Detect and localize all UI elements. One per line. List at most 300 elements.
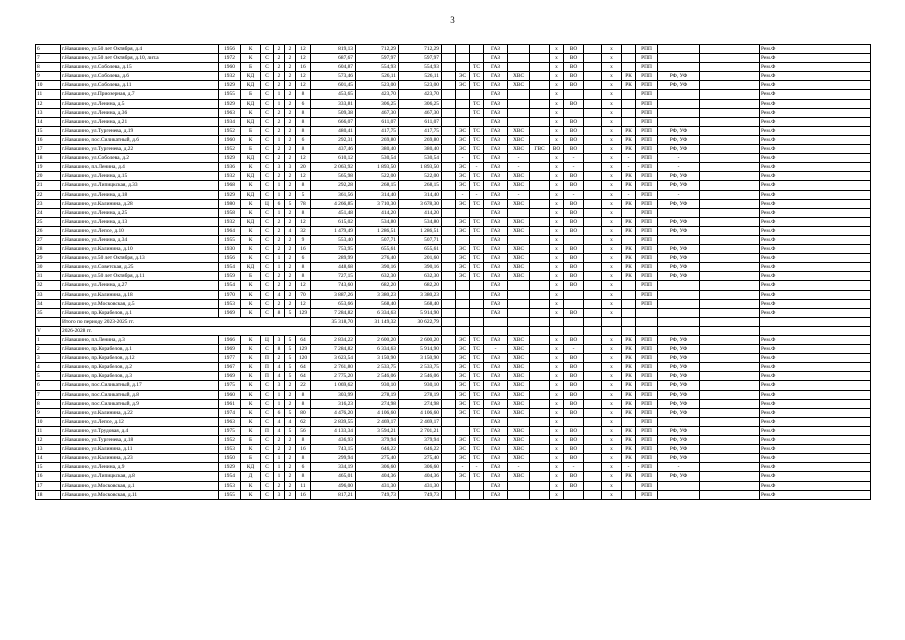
table-cell: 1955 [219,235,241,244]
table-body-2026 [36,336,871,500]
table-cell: К [241,108,261,117]
table-cell: х [602,126,622,135]
table-cell: 5 [296,190,311,199]
table-cell: 3 [274,381,285,390]
table-cell [700,208,760,217]
table-cell: 2 [285,108,296,117]
table-cell: 2 [274,354,285,363]
table-cell: С [261,263,274,272]
table-cell [584,208,602,217]
table-cell [658,308,700,317]
table-cell: 2 [274,226,285,235]
table-cell: 3 710,30 [356,199,399,208]
table-cell: РПП [636,172,658,181]
table-cell: Рем.Ф [760,117,871,126]
table-cell: - [508,154,530,163]
table-cell: ТС [470,454,484,463]
table-cell: 530,54 [356,154,399,163]
table-cell: РПП [636,117,658,126]
table-cell: 2 [285,245,296,254]
table-cell: Рем.Ф [760,454,871,463]
table-cell: ТС [470,99,484,108]
table-cell: 1 069,62 [311,381,356,390]
table-cell [700,135,760,144]
table-cell: ВО [564,363,584,372]
table-cell: РФ, УФ [658,254,700,263]
table-cell: С [261,436,274,445]
table-cell [456,90,470,99]
table-row [36,235,871,244]
table-cell: х [550,108,564,117]
table-cell: ХВС [508,436,530,445]
table-cell: С [261,63,274,72]
table-cell: ГАЗ [484,181,508,190]
table-cell: 2 [274,281,285,290]
table-cell: Рем.Ф [760,354,871,363]
table-cell: г.Навашино, ул.Соболева, д.15 [61,63,219,72]
table-cell: г.Навашино, пр.Корабелов, д.12 [61,354,219,363]
table-cell [470,45,484,54]
table-cell: 2 [274,117,285,126]
table-cell: РПП [636,399,658,408]
table-cell [584,436,602,445]
table-cell: 1975 [219,426,241,435]
table-cell: 930,10 [399,381,442,390]
table-cell [622,490,636,499]
table-cell: К [241,381,261,390]
table-cell [456,235,470,244]
table-cell: 1961 [219,399,241,408]
table-cell [700,45,760,54]
table-cell [564,90,584,99]
table-cell: 3 [285,163,296,172]
table-cell: х [550,54,564,63]
table-cell: 1964 [219,226,241,235]
table-cell: Рем.Ф [760,154,871,163]
table-cell: РПП [636,190,658,199]
section-label: 2026-2028 гг. [61,326,311,335]
table-cell [584,45,602,54]
table-cell: г.Навашино, ул.Московская, д.5 [61,299,219,308]
table-cell: х [602,135,622,144]
table-cell: 1960 [219,63,241,72]
table-cell: 1929 [219,463,241,472]
table-cell: 2 [274,108,285,117]
table-cell: 417,75 [356,126,399,135]
table-cell [442,245,456,254]
table-cell: К [241,445,261,454]
table-cell: 682,20 [399,281,442,290]
table-cell: РК [622,381,636,390]
table-cell: 4 [274,417,285,426]
table-cell: 2 [285,63,296,72]
table-cell: 33 [36,290,61,299]
table-cell: 522,00 [356,172,399,181]
table-cell: 2 [274,299,285,308]
table-cell [508,490,530,499]
table-cell: ХВС [508,72,530,81]
table-cell: х [602,263,622,272]
table-cell: 16 [296,445,311,454]
table-row [36,390,871,399]
table-cell [700,390,760,399]
table-row [36,490,871,499]
table-cell: 2 533,75 [399,363,442,372]
table-cell: 8 [296,454,311,463]
table-cell: 2 [285,235,296,244]
table-cell: 9 [36,72,61,81]
table-cell: 5 [285,372,296,381]
table-row [36,481,871,490]
table-cell: 2 [285,154,296,163]
table-row [36,417,871,426]
table-cell: 573,46 [311,72,356,81]
table-cell [530,208,550,217]
table-cell: ГАЗ [484,490,508,499]
table-cell: РПП [636,290,658,299]
table-cell: 2 [285,481,296,490]
table-cell: РПП [636,454,658,463]
table-cell: ТС [470,199,484,208]
table-cell: ЭС [456,372,470,381]
table-cell: ХВС [508,372,530,381]
table-cell: 1975 [219,381,241,390]
table-cell: г.Навашино, пос.Силикатный, д.9 [61,399,219,408]
table-cell [584,190,602,199]
table-cell: 2 063,92 [311,163,356,172]
table-cell: х [550,90,564,99]
table-cell [456,490,470,499]
table-cell: 14 [36,117,61,126]
table-cell: 2 [274,235,285,244]
table-cell: 18 [36,490,61,499]
table-cell: 682,20 [356,281,399,290]
table-cell [442,63,456,72]
table-cell: Рем.Ф [760,372,871,381]
table-cell: 269,80 [399,135,442,144]
table-cell: х [550,345,564,354]
table-cell: КД [241,190,261,199]
table-cell [442,190,456,199]
table-cell: ЭС [456,408,470,417]
table-cell: 507,71 [356,235,399,244]
table-cell [700,408,760,417]
table-cell: 8 [274,345,285,354]
table-cell [584,172,602,181]
table-cell: х [550,290,564,299]
table-cell: КД [241,463,261,472]
table-cell: 2 533,75 [356,363,399,372]
table-cell [530,108,550,117]
table-cell [530,263,550,272]
table-cell: Рем.Ф [760,436,871,445]
table-cell: г.Навашино, ул.Соболева, д.2 [61,154,219,163]
table-cell: 1 [274,454,285,463]
table-cell: х [550,481,564,490]
table-cell: С [261,90,274,99]
table-cell: 2 [285,181,296,190]
table-cell [584,108,602,117]
table-cell: 6 334,63 [356,345,399,354]
table-cell: ГАЗ [484,454,508,463]
table-cell: х [550,63,564,72]
table-row [36,245,871,254]
table-cell [700,463,760,472]
table-cell: РФ, УФ [658,345,700,354]
table-cell [622,235,636,244]
table-cell: 201,60 [399,254,442,263]
table-cell: - [564,190,584,199]
table-cell: 9 [296,235,311,244]
table-cell [584,345,602,354]
table-cell: РФ, УФ [658,135,700,144]
table-total [36,317,871,335]
table-cell: х [602,272,622,281]
table-cell: х [602,417,622,426]
table-row [36,381,871,390]
table-cell: 2 [274,63,285,72]
table-cell: С [261,308,274,317]
table-cell: 31 [36,272,61,281]
table-cell: - [658,154,700,163]
table-cell: 8 [296,208,311,217]
table-cell: 12 [296,45,311,54]
table-cell [700,245,760,254]
table-cell [700,381,760,390]
table-cell [442,181,456,190]
table-cell: х [602,363,622,372]
table-cell: 1955 [219,90,241,99]
table-cell: 62 [296,417,311,426]
table-cell: х [602,90,622,99]
table-cell: ХВС [508,172,530,181]
table-cell: РФ, УФ [658,408,700,417]
table-cell: ГАЗ [484,381,508,390]
table-cell: 611,07 [356,117,399,126]
table-cell: РПП [636,445,658,454]
table-cell: ТС [470,63,484,72]
table-cell: ХВС [508,363,530,372]
table-cell: х [550,226,564,235]
table-cell [584,481,602,490]
table-cell [700,454,760,463]
table-cell [700,417,760,426]
table-cell: ВО [564,145,584,154]
table-cell [456,99,470,108]
table-cell: х [550,399,564,408]
table-cell: РФ, УФ [658,381,700,390]
table-cell: Б [241,454,261,463]
table-cell: 275,40 [399,454,442,463]
table-cell: 1929 [219,99,241,108]
table-cell: Рем.Ф [760,63,871,72]
table-cell: 1 [274,390,285,399]
table-cell [530,181,550,190]
table-cell: х [550,72,564,81]
table-cell [530,272,550,281]
table-cell [584,299,602,308]
table-cell: КД [241,154,261,163]
table-cell: 1966 [219,336,241,345]
table-cell: х [602,336,622,345]
table-cell: 2 761,80 [311,363,356,372]
table-cell [700,263,760,272]
table-cell [530,354,550,363]
table-row [36,190,871,199]
table-cell: ХВС [508,354,530,363]
table-cell: РПП [636,417,658,426]
table-cell: 12 [36,99,61,108]
table-cell: 4 [285,417,296,426]
table-cell: ХВС [508,472,530,481]
table-cell: г.Навашино, ул.Калинина, д.28 [61,199,219,208]
table-cell [442,290,456,299]
table-cell: РК [622,72,636,81]
table-cell: ЭС [456,336,470,345]
table-cell [658,281,700,290]
table-cell: Рем.Ф [760,245,871,254]
table-cell [700,308,760,317]
table-cell: ВО [564,126,584,135]
table-cell [530,63,550,72]
table-cell: ЭС [456,217,470,226]
table-cell: ЭС [456,126,470,135]
table-cell [530,336,550,345]
table-cell: РФ, УФ [658,199,700,208]
table-cell [456,426,470,435]
table-cell [442,72,456,81]
table-cell: С [261,54,274,63]
table-cell [700,490,760,499]
table-cell: 268,15 [399,181,442,190]
table-cell [564,490,584,499]
table-cell: 269,80 [356,135,399,144]
table-cell [700,81,760,90]
table-cell [442,272,456,281]
table-cell: РПП [636,45,658,54]
table-cell [442,463,456,472]
table-row [36,436,871,445]
table-cell: 1 [274,99,285,108]
table-cell: ГАЗ [484,481,508,490]
section-number: V [36,326,61,335]
table-cell: Рем.Ф [760,417,871,426]
table-cell [530,81,550,90]
table-cell: ХВС [508,454,530,463]
table-cell: г.Навашино, пос.Силикатный, д.17 [61,381,219,390]
table-row [36,154,871,163]
table-cell: 1932 [219,72,241,81]
table-cell: ГАЗ [484,254,508,263]
table-cell: ВО [564,99,584,108]
table-cell: 2 [285,90,296,99]
table-cell [658,90,700,99]
table-cell: 1972 [219,54,241,63]
table-cell: К [241,308,261,317]
table-cell: 597,97 [356,54,399,63]
table-cell [530,290,550,299]
table-cell: ВО [564,472,584,481]
table-cell: 465,01 [311,472,356,481]
table-cell [530,126,550,135]
table-cell: С [261,399,274,408]
table-cell [442,426,456,435]
table-cell: РФ, УФ [658,399,700,408]
table-row [36,472,871,481]
table-cell: ТС [470,217,484,226]
table-cell: 10 [36,417,61,426]
table-cell: ХВС [508,199,530,208]
table-cell [700,163,760,172]
table-cell [530,408,550,417]
table-cell: г.Навашино, ул.Тургенева, д.22 [61,145,219,154]
table-cell: 2 [285,472,296,481]
table-cell: ТС [470,72,484,81]
table-cell: РПП [636,281,658,290]
table-cell: ТС [470,226,484,235]
table-cell: С [261,235,274,244]
table-row [36,126,871,135]
table-cell: 28 [36,245,61,254]
table-cell: 8 [296,145,311,154]
table-cell: г.Навашино, ул.Липицкская, д.33 [61,181,219,190]
table-cell: Рем.Ф [760,281,871,290]
table-cell: ГАЗ [484,272,508,281]
table-cell: 1 [274,190,285,199]
table-cell: х [602,408,622,417]
table-cell [700,345,760,354]
table-cell: х [550,163,564,172]
table-cell: ГАЗ [484,190,508,199]
table-cell: 1953 [219,445,241,454]
table-cell: С [261,272,274,281]
table-cell [456,45,470,54]
table-cell: 1953 [219,299,241,308]
table-cell: 7 284,82 [311,308,356,317]
table-cell: ТС [470,345,484,354]
table-cell: х [602,463,622,472]
table-cell: 21 [36,181,61,190]
table-cell: ГАЗ [484,281,508,290]
table-cell: РК [622,436,636,445]
table-cell [564,290,584,299]
table-cell: 7 [36,54,61,63]
table-cell: К [241,281,261,290]
table-cell: РФ, УФ [658,445,700,454]
table-cell: г.Навашино, ул.Московская, д.1 [61,481,219,490]
table-cell [442,490,456,499]
table-cell [530,399,550,408]
table-cell: С [261,126,274,135]
table-cell: 4 [274,363,285,372]
total-value-3: 30 622,79 [399,317,442,326]
table-cell: Рем.Ф [760,172,871,181]
table-cell [700,54,760,63]
table-cell: ТС [470,263,484,272]
table-cell [442,417,456,426]
table-cell: С [261,490,274,499]
table-cell: Б [241,145,261,154]
table-cell [470,90,484,99]
table-cell [700,254,760,263]
table-cell: РПП [636,354,658,363]
table-cell [530,299,550,308]
table-cell: РФ, УФ [658,426,700,435]
table-cell: - [658,190,700,199]
table-cell [456,63,470,72]
table-cell [530,163,550,172]
table-cell: 1954 [219,472,241,481]
